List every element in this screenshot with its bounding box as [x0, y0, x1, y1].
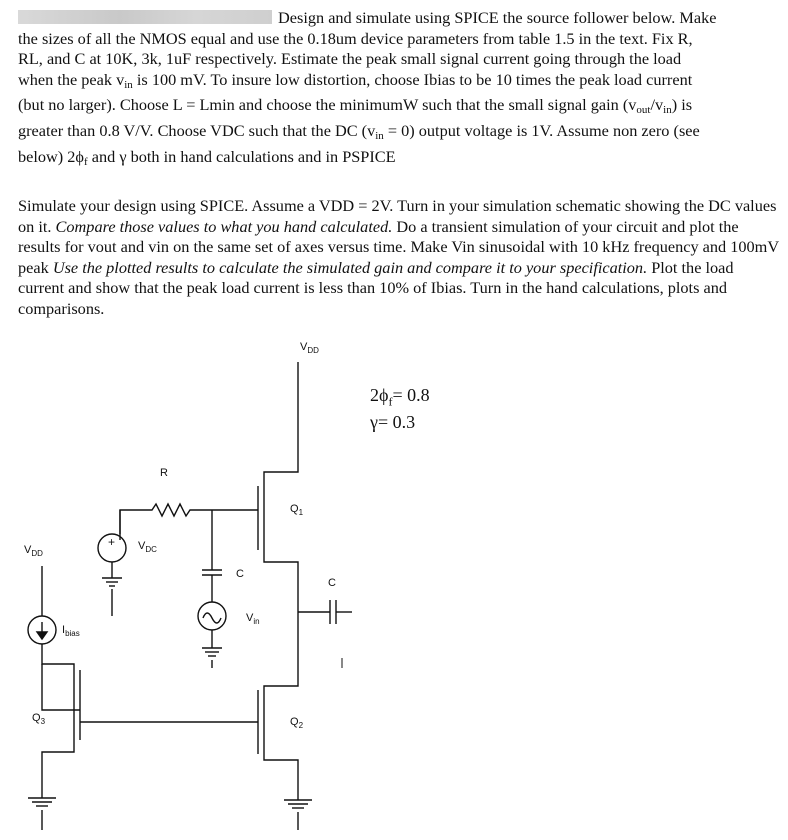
problem-paragraph-2: [18, 196, 780, 320]
capacitor-c-out: [298, 600, 352, 668]
capacitor-c-mid: [202, 510, 222, 602]
problem-text: Plot the load current and show that the peak load current is less than 10% of Ibias. Turn in the hand calculations, plots and comparisons.: [18, 257, 734, 318]
vin-label: $V_{in}$: [246, 612, 260, 627]
problem-text-italic: Use the plotted results to calculate the simulated gain and compare it to your specification.: [52, 257, 648, 277]
q2-label: $Q_2$: [290, 716, 304, 731]
vdc-plus-sign: +: [108, 535, 116, 549]
problem-text: and γ both in hand calculations and in PSPICE: [87, 146, 396, 166]
vdd-wire: [264, 362, 298, 488]
q3-label: $Q_3$: [32, 712, 46, 727]
vin-source: [198, 602, 226, 668]
q3-transistor: [28, 664, 258, 830]
problem-text: greater than 0.8 V/V. Choose VDC such that the DC (v: [18, 120, 376, 140]
problem-text: /v: [650, 95, 664, 115]
problem-text: the sizes of all the NMOS equal and use the 0.18um device parameters from table 1.5 in the text. Fix R,: [18, 28, 693, 48]
problem-text: is 100 mV. To insure low distortion, choose Ibias to be 10 times the peak load current: [132, 69, 693, 89]
problem-text-italic: Compare those values to what you hand calculated.: [55, 216, 393, 236]
phi-equation: $2\phi_f= 0.8$: [370, 385, 430, 409]
problem-paragraph-1: [18, 8, 780, 172]
problem-text: when the peak v: [18, 69, 125, 89]
ibias-label: $I_{bias}$: [62, 624, 80, 639]
problem-text: RL, and C at 10K, 3k, 1uF respectively. Estimate the peak small signal current going through the load: [18, 49, 682, 69]
problem-text: Simulate your design using SPICE. Assume a VDD = 2V. Turn in your simulation schematic showing the DC values on it.: [18, 196, 777, 236]
problem-text: Do a transient simulation of your circuit and plot the results for vout and vin on the same set of axes versus time. Make Vin sinusoidal with 10 kHz frequency and 100mV peak: [18, 216, 779, 277]
r-label: R: [160, 467, 168, 479]
vdd-top-label: $V_{DD}$: [300, 341, 319, 356]
subscript: f: [84, 155, 88, 168]
subscript: in: [124, 78, 133, 91]
ibias-source: [28, 566, 74, 672]
problem-text: ) is: [671, 95, 693, 115]
problem-text: = 0) output voltage is 1V. Assume non zero (see: [383, 120, 700, 140]
vdc-source: [98, 510, 126, 616]
c-mid-label: C: [236, 568, 244, 580]
vdd-left-label: $V_{DD}$: [24, 544, 43, 559]
c-right-label: C: [328, 577, 336, 589]
resistor-r: [120, 504, 258, 540]
subscript: in: [375, 129, 384, 142]
subscript: in: [663, 104, 672, 117]
problem-text: below) 2ϕ: [18, 146, 84, 166]
problem-text: (but no larger). Choose L = Lmin and choose the minimumW such that the small signal gain (v: [18, 95, 637, 115]
q1-label: $Q_1$: [290, 503, 304, 518]
redacted-text: [18, 10, 272, 24]
q2-transistor: [258, 690, 312, 830]
subscript: out: [636, 104, 651, 117]
gamma-equation: γ= 0.3: [370, 412, 416, 432]
problem-text: Design and simulate using SPICE the source follower below. Make: [278, 8, 717, 27]
vdc-label: $V_{DC}$: [138, 540, 157, 555]
